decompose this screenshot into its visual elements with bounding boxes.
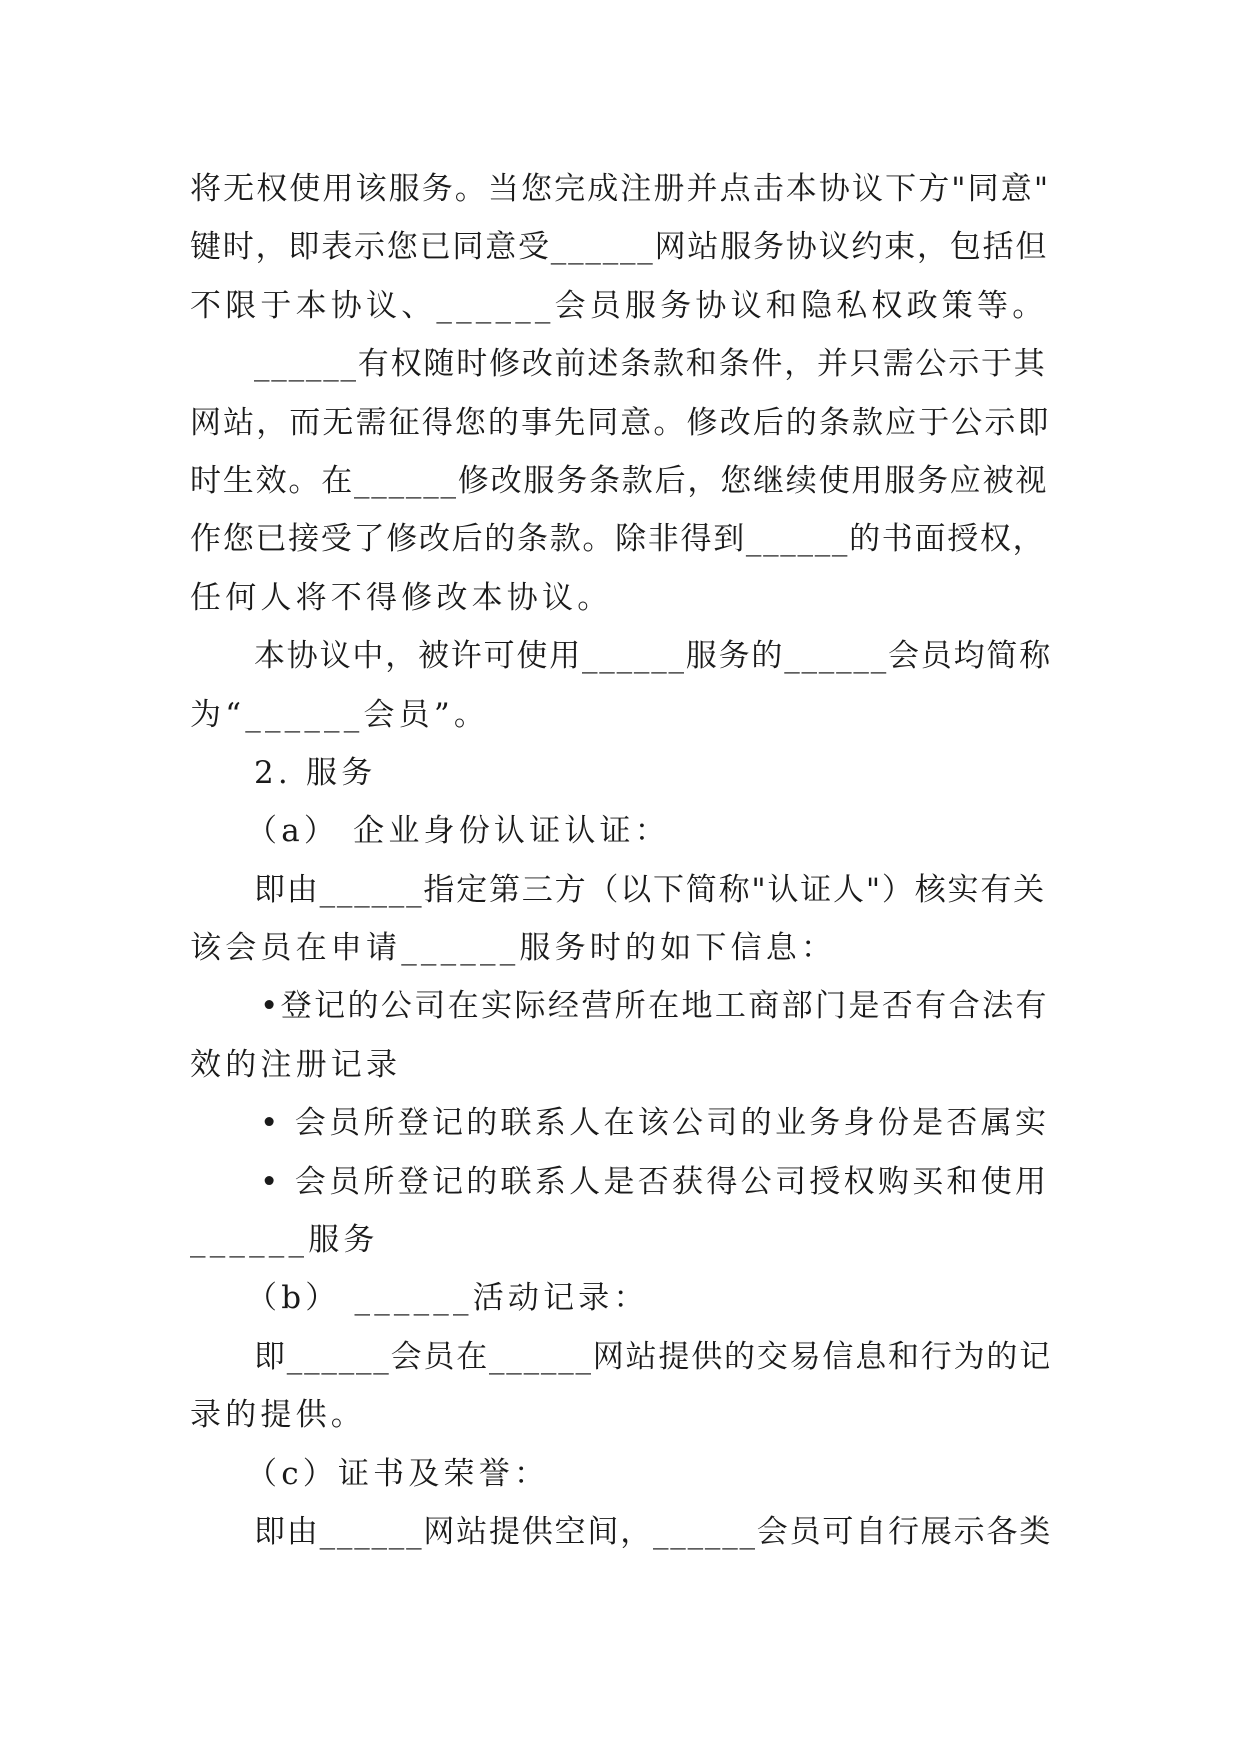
bullet-item: • 会员所登记的联系人是否获得公司授权购买和使用 [260,1163,1050,1200]
text-line: 该会员在申请______服务时的如下信息： [190,930,837,967]
bullet-item: • 会员所登记的联系人在该公司的业务身份是否属实 [260,1105,1050,1142]
body-text [190,160,1052,1561]
text-line: 网站，而无需征得您的事先同意。修改后的条款应于公示即 [190,404,1051,441]
text-line: ______有权随时修改前述条款和条件，并只需公示于其 [254,346,1047,383]
text-line: 不限于本协议、______会员服务协议和隐私权政策等。 [190,287,1048,324]
text-line: 作您已接受了修改后的条款。除非得到______的书面授权， [190,521,1046,558]
text-line: 时生效。在______修改服务条款后，您继续使用服务应被视 [190,462,1049,499]
subsection-heading: （c）证书及荣誉： [246,1455,550,1492]
text-line: 将无权使用该服务。当您完成注册并点击本协议下方"同意" [190,171,1051,207]
text-line: 键时，即表示您已同意受______网站服务协议约束，包括但 [190,229,1049,266]
text-line: 即由______网站提供空间，______会员可自行展示各类 [254,1513,1052,1550]
text-line: ______服务 [190,1222,379,1259]
text-line: 即由______指定第三方（以下简称"认证人"）核实有关 [254,871,1046,908]
text-line: 本协议中，被许可使用______服务的______会员均简称 [254,638,1052,675]
subsection-heading: （b） ______活动记录： [246,1280,649,1317]
text-line: 即______会员在______网站提供的交易信息和行为的记 [254,1338,1052,1375]
text-line: 录的提供。 [190,1397,366,1434]
section-heading: 2. 服务 [254,754,377,791]
bullet-item: •登记的公司在实际经营所在地工商部门是否有合法有 [260,988,1049,1025]
text-line: 任何人将不得修改本协议。 [190,579,613,616]
text-line: 效的注册记录 [190,1046,402,1083]
subsection-heading: （a） 企业身份认证认证： [246,813,670,850]
text-line: 为“______会员”。 [190,696,490,733]
